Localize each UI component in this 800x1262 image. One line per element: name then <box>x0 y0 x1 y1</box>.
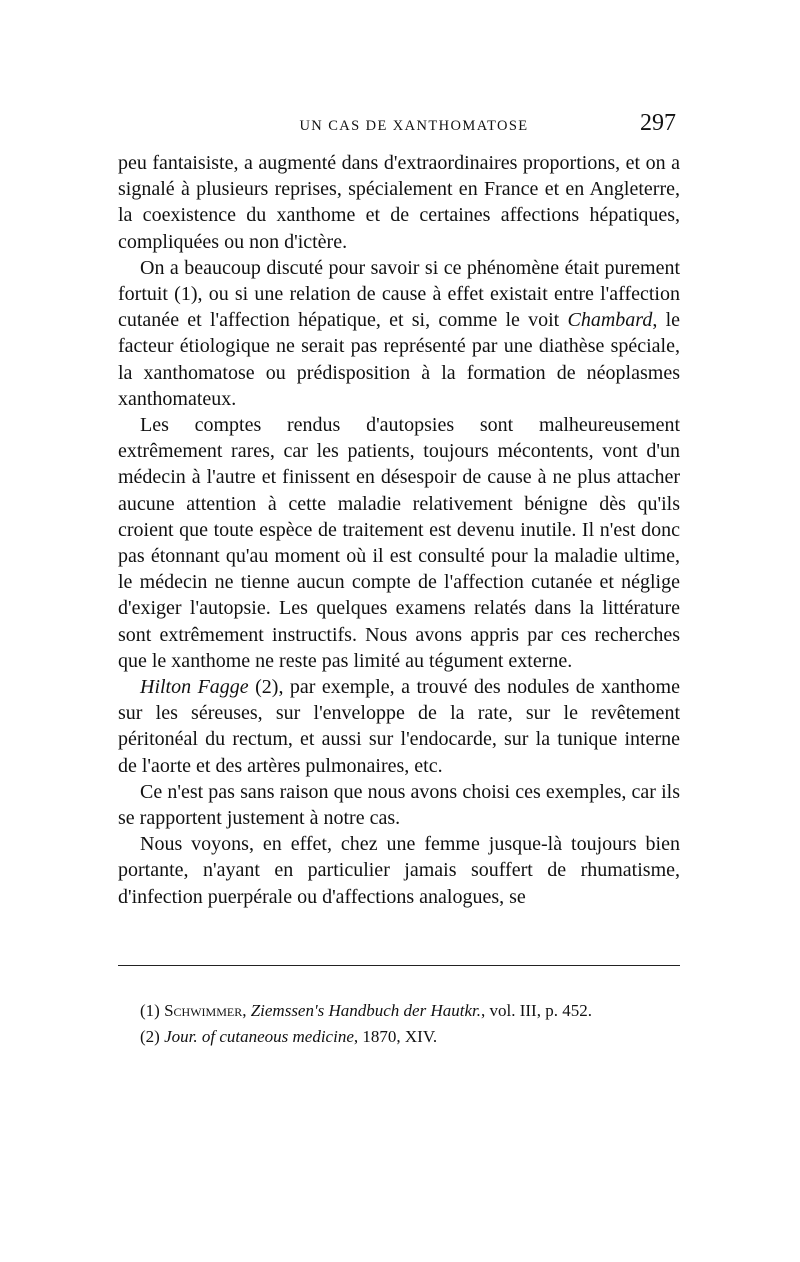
footnote-separator: , <box>242 1001 251 1020</box>
page-header <box>118 110 680 150</box>
paragraph-6 <box>118 831 680 910</box>
paragraph-text: (2), par exemple, a trouvé des nodules de xanthome sur les séreuses, sur l'enveloppe de la rate, sur le revêtement péritonéal du rectum, et aussi sur l'endocarde, sur la tunique interne de l'aorte et des artères pulmonaires, etc. <box>118 676 680 777</box>
paragraph-text: , le facteur étiologique ne serait pas représenté par une diathèse spéciale, la xanthomatose ou prédisposition à la formation de néoplasmes xanthomateux. <box>118 309 681 410</box>
body-text <box>118 150 680 910</box>
footnote-title: Ziemssen's Handbuch der Hautkr. <box>250 1001 481 1020</box>
footnote-marker: (1) <box>140 1001 160 1020</box>
footnote-title: Jour. of cutaneous medicine <box>164 1027 354 1046</box>
footnote-1 <box>140 998 685 1024</box>
footnote-details: , vol. III, p. 452. <box>481 1001 592 1020</box>
paragraph-3 <box>118 412 680 674</box>
paragraph-text: peu fantaisiste, a augmenté dans d'extraordinaires proportions, et on a signalé à plusieurs reprises, spécialement en France et en Angleterre, la coexistence du xanthome et de certaines affections hépatiques, compliquées ou non d'ictère. <box>118 152 680 253</box>
footnote-2 <box>140 1024 685 1050</box>
paragraph-text: Nous voyons, en effet, chez une femme jusque-là toujours bien portante, n'ayant en particulier jamais souffert de rhumatisme, d'infection puerpérale ou d'affections analogues, se <box>118 833 680 908</box>
paragraph-text: Les comptes rendus d'autopsies sont malheureusement extrêmement rares, car les patients, toujours mécontents, vont d'un médecin à l'autre et finissent en désespoir de cause à ne plus attacher aucune attention à cette maladie relativement bénigne dès qu'ils croient que toute espèce de traitement est devenu inutile. Il n'est donc pas étonnant qu'au moment où il est consulté pour la maladie ultime, le médecin ne tienne aucun compte de l'affection cutanée et néglige d'exiger l'autopsie. Les quelques examens relatés dans la littérature sont extrêmement instructifs. Nous avons appris par ces recherches que le xanthome ne reste pas limité au tégument externe. <box>118 414 680 672</box>
author-reference: Hilton Fagge <box>140 676 249 699</box>
author-reference: Chambard <box>567 309 653 332</box>
running-title: UN CAS DE XANTHOMATOSE <box>299 118 529 134</box>
paragraph-5 <box>118 779 680 831</box>
footnote-marker: (2) <box>140 1027 160 1046</box>
paragraph-4 <box>118 674 680 779</box>
paragraph-text: On a beaucoup discuté pour savoir si ce phénomène était purement fortuit (1), ou si une relation de cause à effet existait entre l'affection cutanée et l'affection hépatique, et si, comme le voit <box>118 256 680 332</box>
footnote-author: Schwimmer <box>164 1001 243 1020</box>
book-page <box>118 110 681 1046</box>
footnotes <box>140 998 685 1050</box>
paragraph-1 <box>118 150 680 255</box>
footnote-details: , 1870, XIV. <box>353 1027 438 1046</box>
footnote-divider <box>118 965 680 966</box>
paragraph-text: Ce n'est pas sans raison que nous avons choisi ces exemples, car ils se rapportent justement à notre cas. <box>118 780 680 830</box>
paragraph-2 <box>118 255 680 412</box>
page-number: 297 <box>640 110 676 136</box>
